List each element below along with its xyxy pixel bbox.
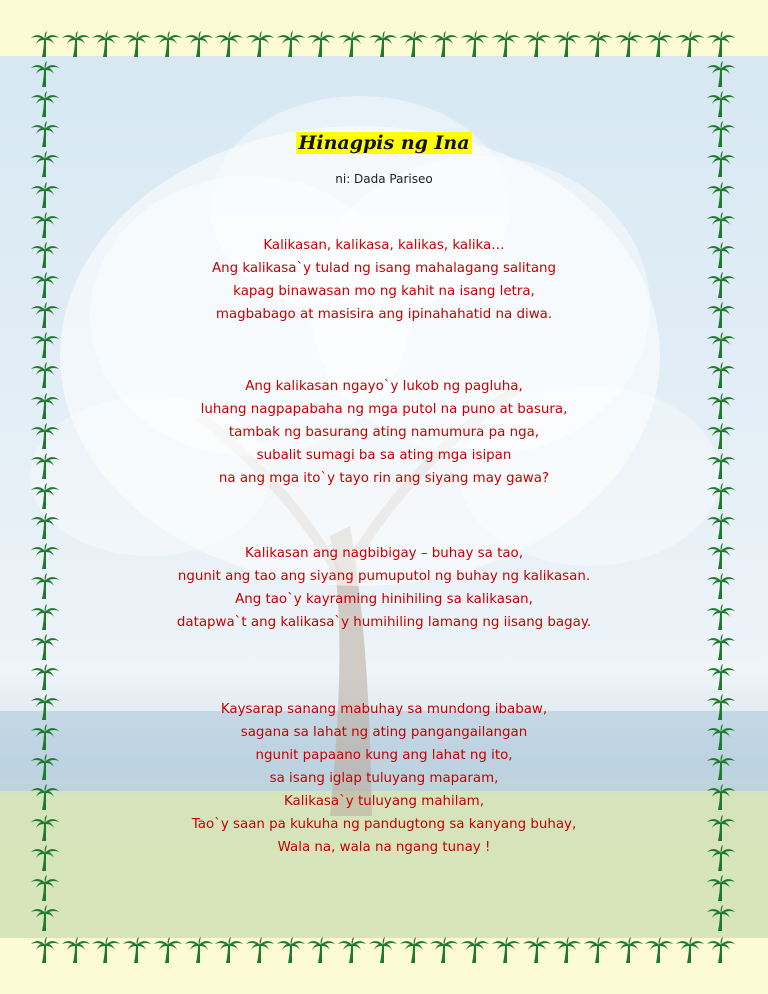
palm-tree-icon (706, 844, 736, 872)
palm-tree-icon (30, 753, 60, 781)
palm-tree-icon (30, 120, 60, 148)
palm-tree-icon (460, 936, 490, 964)
palm-tree-icon (644, 936, 674, 964)
palm-tree-icon (706, 603, 736, 631)
palm-tree-icon (30, 331, 60, 359)
palm-tree-icon (706, 30, 736, 58)
palm-tree-icon (706, 783, 736, 811)
palm-tree-icon (368, 936, 398, 964)
palm-tree-icon (429, 30, 459, 58)
verse-line: tambak ng basurang ating namumura pa nga, (228, 425, 540, 440)
top-border (30, 30, 736, 58)
palm-tree-icon (706, 181, 736, 209)
palm-tree-icon (30, 663, 60, 691)
palm-tree-icon (706, 482, 736, 510)
palm-tree-icon (614, 30, 644, 58)
palm-tree-icon (30, 181, 60, 209)
palm-tree-icon (306, 30, 336, 58)
palm-tree-icon (706, 633, 736, 661)
palm-tree-icon (214, 936, 244, 964)
palm-tree-icon (30, 603, 60, 631)
palm-tree-icon (675, 30, 705, 58)
palm-tree-icon (306, 936, 336, 964)
palm-tree-icon (583, 30, 613, 58)
verse-line: Kalikasa`y tuluyang mahilam, (284, 794, 484, 809)
palm-tree-icon (399, 30, 429, 58)
palm-tree-icon (706, 814, 736, 842)
palm-tree-icon (368, 30, 398, 58)
palm-tree-icon (245, 936, 275, 964)
palm-tree-icon (30, 60, 60, 88)
palm-tree-icon (706, 150, 736, 178)
stanza-4 (60, 698, 708, 859)
palm-tree-icon (706, 723, 736, 751)
palm-tree-icon (522, 936, 552, 964)
palm-tree-icon (491, 936, 521, 964)
palm-tree-icon (399, 936, 429, 964)
verse-line: ngunit ang tao ang siyang pumuputol ng buhay ng kalikasan. (177, 569, 591, 584)
palm-tree-icon (552, 936, 582, 964)
verse-line: subalit sumagi ba sa ating mga isipan (256, 448, 512, 463)
palm-tree-icon (30, 422, 60, 450)
palm-tree-icon (30, 783, 60, 811)
verse-line: sa isang iglap tuluyang maparam, (269, 771, 499, 786)
palm-tree-icon (706, 936, 736, 964)
palm-tree-icon (706, 211, 736, 239)
poem-title (60, 132, 708, 154)
palm-tree-icon (276, 936, 306, 964)
palm-tree-icon (491, 30, 521, 58)
palm-tree-icon (30, 90, 60, 118)
palm-tree-icon (276, 30, 306, 58)
palm-tree-icon (30, 361, 60, 389)
palm-tree-icon (706, 301, 736, 329)
palm-tree-icon (91, 936, 121, 964)
stanza-2 (60, 375, 708, 490)
verse-line: Wala na, wala na ngang tunay ! (277, 840, 491, 855)
verse-line: magbabago at masisira ang ipinahahatid na diwa. (215, 307, 553, 322)
palm-tree-icon (706, 904, 736, 932)
palm-tree-icon (30, 542, 60, 570)
palm-tree-icon (30, 30, 60, 58)
verse-line: Ang kalikasan ngayo`y lukob ng pagluha, (245, 379, 523, 394)
palm-tree-icon (706, 392, 736, 420)
palm-tree-icon (30, 904, 60, 932)
palm-tree-icon (245, 30, 275, 58)
palm-tree-icon (706, 120, 736, 148)
palm-tree-icon (30, 392, 60, 420)
palm-tree-icon (153, 30, 183, 58)
palm-tree-icon (706, 753, 736, 781)
palm-tree-icon (706, 874, 736, 902)
verse-line: Ang tao`y kayraming hinihiling sa kalikasan, (235, 592, 533, 607)
palm-tree-icon (675, 936, 705, 964)
palm-tree-icon (337, 30, 367, 58)
palm-tree-icon (706, 542, 736, 570)
palm-tree-icon (337, 936, 367, 964)
left-border (30, 60, 60, 932)
palm-tree-icon (644, 30, 674, 58)
palm-tree-icon (184, 936, 214, 964)
palm-tree-icon (706, 422, 736, 450)
verse-line: Tao`y saan pa kukuha ng pandugtong sa kanyang buhay, (191, 817, 577, 832)
palm-tree-icon (184, 30, 214, 58)
verse-line: na ang mga ito`y tayo rin ang siyang may gawa? (218, 471, 550, 486)
palm-tree-icon (122, 30, 152, 58)
palm-tree-icon (706, 271, 736, 299)
verse-line: luhang nagpapabaha ng mga putol na puno at basura, (200, 402, 568, 417)
palm-tree-icon (30, 271, 60, 299)
palm-tree-icon (30, 633, 60, 661)
palm-tree-icon (30, 844, 60, 872)
palm-tree-icon (706, 572, 736, 600)
stanza-3 (60, 542, 708, 634)
verse-line: Kaysarap sanang mabuhay sa mundong ibabaw, (220, 702, 548, 717)
palm-tree-icon (30, 211, 60, 239)
palm-tree-icon (30, 512, 60, 540)
poem-author: ni: Dada Pariseo (335, 172, 433, 186)
palm-tree-icon (706, 331, 736, 359)
palm-tree-icon (30, 693, 60, 721)
palm-tree-icon (706, 60, 736, 88)
palm-tree-icon (706, 693, 736, 721)
palm-tree-icon (214, 30, 244, 58)
verse-line: Kalikasan ang nagbibigay – buhay sa tao, (245, 546, 523, 561)
verse-line: datapwa`t ang kalikasa`y humihiling lamang ng iisang bagay. (176, 615, 592, 630)
palm-tree-icon (552, 30, 582, 58)
palm-tree-icon (522, 30, 552, 58)
palm-tree-icon (706, 663, 736, 691)
palm-tree-icon (30, 874, 60, 902)
palm-tree-icon (706, 241, 736, 269)
palm-tree-icon (61, 30, 91, 58)
palm-tree-icon (583, 936, 613, 964)
bottom-border (30, 936, 736, 964)
verse-line: kapag binawasan mo ng kahit na isang letra, (233, 284, 535, 299)
palm-tree-icon (706, 361, 736, 389)
palm-tree-icon (30, 241, 60, 269)
verse-line: ngunit papaano kung ang lahat ng ito, (255, 748, 513, 763)
palm-tree-icon (460, 30, 490, 58)
palm-tree-icon (30, 301, 60, 329)
palm-tree-icon (30, 482, 60, 510)
palm-tree-icon (30, 572, 60, 600)
palm-tree-icon (91, 30, 121, 58)
verse-line: sagana sa lahat ng ating pangangailangan (240, 725, 528, 740)
palm-tree-icon (30, 150, 60, 178)
verse-line: Ang kalikasa`y tulad ng isang mahalagang salitang (211, 261, 557, 276)
palm-tree-icon (61, 936, 91, 964)
verse-line: Kalikasan, kalikasa, kalikas, kalika… (263, 238, 505, 253)
palm-tree-icon (706, 90, 736, 118)
right-border (706, 60, 736, 932)
palm-tree-icon (30, 936, 60, 964)
palm-tree-icon (122, 936, 152, 964)
palm-tree-icon (153, 936, 183, 964)
palm-tree-icon (429, 936, 459, 964)
palm-tree-icon (30, 452, 60, 480)
palm-tree-icon (30, 814, 60, 842)
stanza-1 (60, 234, 708, 326)
palm-tree-icon (30, 723, 60, 751)
palm-tree-icon (614, 936, 644, 964)
palm-tree-icon (706, 512, 736, 540)
poem-title-text: Hinagpis ng Ina (298, 132, 470, 154)
palm-tree-icon (706, 452, 736, 480)
